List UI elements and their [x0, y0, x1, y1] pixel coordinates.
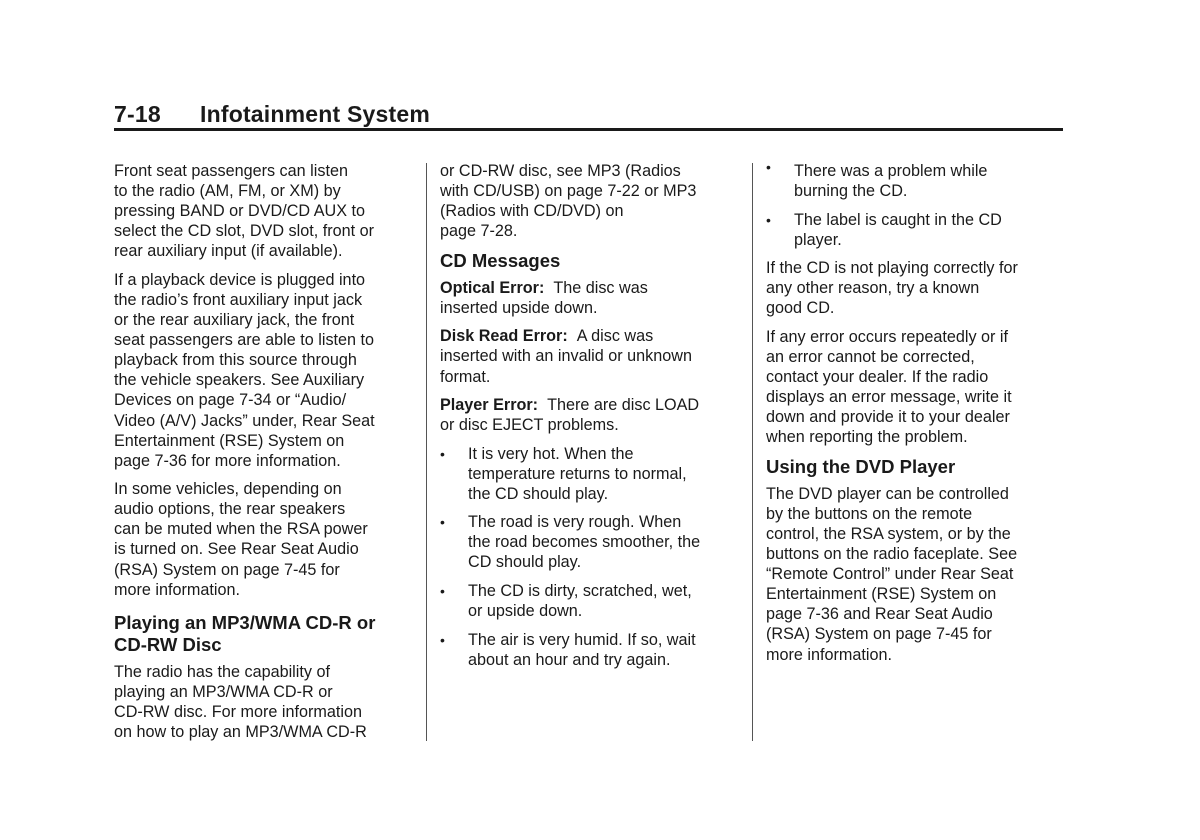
text-line: more information.: [766, 645, 892, 664]
text-line: on how to play an MP3/WMA CD-R: [114, 723, 367, 742]
text-line: (RSA) System on page 7-45 for: [766, 625, 992, 644]
text-line: to the radio (AM, FM, or XM) by: [114, 182, 341, 201]
text-line: inserted upside down.: [440, 298, 598, 317]
text-line: playing an MP3/WMA CD-R or: [114, 682, 333, 701]
page-header: [114, 101, 1063, 131]
text-line: or upside down.: [468, 602, 583, 621]
text-line: If a playback device is plugged into: [114, 270, 366, 289]
section-heading: CD Messages: [440, 249, 561, 271]
text-line: page 7-36 and Rear Seat Audio: [766, 605, 993, 624]
paragraph: [114, 161, 419, 261]
text-line: by the buttons on the remote: [766, 504, 973, 523]
text-line: There was a problem while: [794, 162, 988, 180]
section-heading: Using the DVD Player: [766, 455, 956, 477]
text-line: inserted with an invalid or unknown: [440, 347, 692, 366]
text-line: (RSA) System on page 7-45 for: [114, 560, 340, 579]
bullet-icon: •: [766, 211, 771, 228]
text-line: is turned on. See Rear Seat Audio: [114, 540, 359, 559]
error-entry: [440, 326, 742, 386]
paragraph: [766, 258, 1062, 318]
text-line: more information.: [114, 580, 240, 599]
heading-line: Playing an MP3/WMA CD-R or: [114, 611, 376, 633]
text-line: pressing BAND or DVD/CD AUX to: [114, 202, 365, 221]
text-line: CD-RW disc. For more information: [114, 702, 362, 721]
text-line: page 7-28.: [440, 222, 518, 241]
bullet-item: [440, 512, 742, 572]
text-line: the CD should play.: [468, 484, 609, 503]
text-line: contact your dealer. If the radio: [766, 368, 989, 387]
text-line: player.: [794, 230, 842, 249]
text-line: The road is very rough. When: [468, 513, 682, 532]
paragraph: [766, 327, 1062, 448]
bullet-icon: •: [766, 159, 771, 175]
paragraph: [114, 662, 419, 742]
text-line: The CD is dirty, scratched, wet,: [468, 581, 692, 600]
bullet-item: [440, 444, 742, 504]
bullet-item: [440, 630, 742, 670]
text-line: Front seat passengers can listen: [114, 162, 348, 180]
bullet-icon: •: [440, 582, 445, 599]
error-text: There are disc LOAD: [547, 396, 700, 415]
text-line: the road becomes smoother, the: [468, 533, 701, 552]
text-line: If the CD is not playing correctly for: [766, 259, 1018, 278]
error-label: Optical Error:: [440, 278, 545, 297]
column-divider: [752, 163, 753, 741]
paragraph: [114, 479, 419, 600]
column-divider: [426, 163, 427, 741]
text-line: seat passengers are able to listen to: [114, 331, 375, 350]
text-line: [440, 278, 742, 298]
text-line: good CD.: [766, 299, 835, 318]
text-line: down and provide it to your dealer: [766, 408, 1010, 427]
error-entry: [440, 278, 742, 318]
bullet-icon: •: [440, 445, 445, 462]
error-entry: [440, 395, 742, 435]
text-line: “Remote Control” under Rear Seat: [766, 565, 1014, 584]
paragraph: [766, 484, 1062, 665]
error-label: Player Error:: [440, 396, 539, 415]
text-line: playback from this source through: [114, 351, 357, 370]
column-3: [766, 161, 1062, 673]
column-1: [114, 161, 419, 751]
text-line: Video (A/V) Jacks” under, Rear Seat: [114, 411, 375, 430]
error-text: A disc was: [576, 327, 654, 346]
error-text: The disc was: [553, 278, 648, 297]
heading-line: CD-RW Disc: [114, 633, 222, 655]
page-title: Infotainment System: [200, 101, 431, 127]
text-line: buttons on the radio faceplate. See: [766, 545, 1018, 564]
column-2: [440, 161, 742, 678]
text-line: about an hour and try again.: [468, 650, 671, 669]
text-line: [440, 395, 742, 415]
text-line: or CD-RW disc, see MP3 (Radios: [440, 162, 681, 180]
text-line: or the rear auxiliary jack, the front: [114, 311, 355, 330]
error-label: Disk Read Error:: [440, 327, 568, 346]
text-line: Entertainment (RSE) System on: [114, 431, 345, 450]
text-line: can be muted when the RSA power: [114, 520, 368, 539]
paragraph: [440, 161, 742, 241]
text-line: select the CD slot, DVD slot, front or: [114, 222, 374, 241]
text-line: format.: [440, 367, 491, 386]
text-line: If any error occurs repeatedly or if: [766, 327, 1009, 346]
header-rule: [114, 128, 1063, 131]
text-line: (Radios with CD/DVD) on: [440, 202, 624, 221]
page-number: 7-18: [114, 101, 161, 127]
text-line: In some vehicles, depending on: [114, 480, 342, 499]
text-line: with CD/USB) on page 7-22 or MP3: [440, 182, 697, 201]
text-line: audio options, the rear speakers: [114, 500, 346, 519]
bullet-item: [440, 581, 742, 621]
text-line: control, the RSA system, or by the: [766, 524, 1011, 543]
bullet-icon: •: [440, 514, 445, 531]
bullet-item: [766, 210, 1062, 250]
text-line: [440, 326, 742, 346]
text-line: when reporting the problem.: [766, 428, 968, 447]
text-line: the vehicle speakers. See Auxiliary: [114, 371, 365, 390]
text-line: displays an error message, write it: [766, 388, 1012, 407]
text-line: The air is very humid. If so, wait: [468, 630, 696, 649]
paragraph: [114, 270, 419, 471]
text-line: or disc EJECT problems.: [440, 416, 619, 435]
text-line: Devices on page 7-34 or “Audio/: [114, 391, 347, 410]
text-line: The radio has the capability of: [114, 662, 330, 681]
text-line: CD should play.: [468, 553, 582, 572]
text-line: The label is caught in the CD: [794, 210, 1002, 229]
section-heading: [114, 612, 419, 656]
text-line: It is very hot. When the: [468, 444, 634, 463]
text-line: temperature returns to normal,: [468, 464, 687, 483]
text-line: page 7-36 for more information.: [114, 451, 341, 470]
bullet-item: [766, 161, 1062, 201]
text-line: rear auxiliary input (if available).: [114, 242, 343, 261]
text-line: burning the CD.: [794, 182, 908, 201]
text-line: the radio’s front auxiliary input jack: [114, 290, 363, 309]
text-line: an error cannot be corrected,: [766, 347, 975, 366]
text-line: Entertainment (RSE) System on: [766, 585, 997, 604]
bullet-icon: •: [440, 631, 445, 648]
text-line: The DVD player can be controlled: [766, 484, 1009, 503]
text-line: any other reason, try a known: [766, 279, 980, 298]
